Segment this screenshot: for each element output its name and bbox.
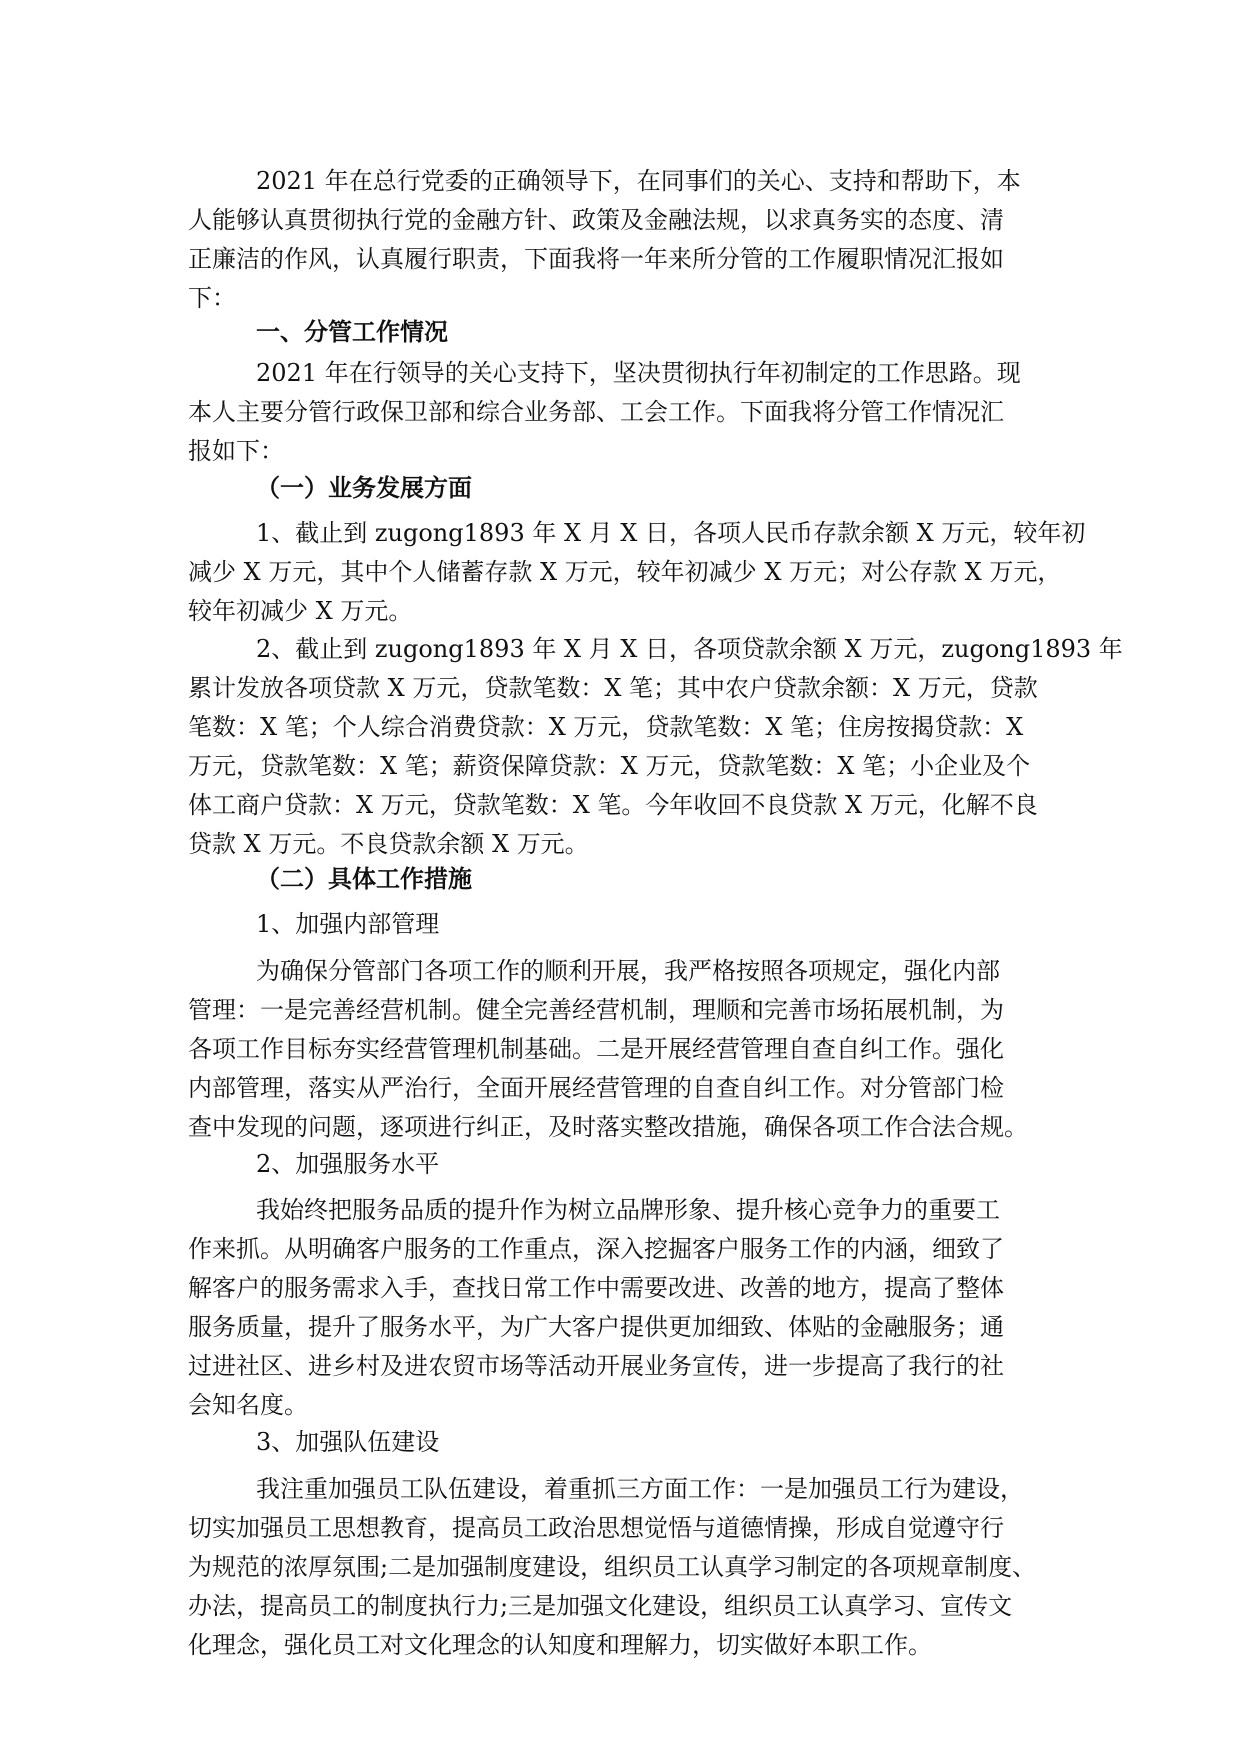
intro-line: 正廉洁的作风，认真履行职责，下面我将一年来所分管的工作履职情况汇报如	[188, 245, 1004, 273]
item3-line: 为规范的浓厚氛围;二是加强制度建设，组织员工认真学习制定的各项规章制度、	[188, 1553, 1037, 1581]
item3-line: 化理念，强化员工对文化理念的认知度和理解力，切实做好本职工作。	[188, 1631, 932, 1659]
sub1-paragraph-2	[188, 630, 1123, 864]
item1-title-block	[188, 905, 1068, 944]
sub1-heading-block	[188, 468, 1068, 507]
subsection-heading: （一）业务发展方面	[256, 473, 472, 502]
item2-line: 作来抓。从明确客户服务的工作重点，深入挖掘客户服务工作的内涵，细致了	[188, 1235, 1004, 1263]
item2-paragraph	[188, 1191, 1068, 1425]
item2-line: 过进社区、进乡村及进农贸市场等活动开展业务宣传，进一步提高了我行的社	[188, 1352, 1004, 1380]
item2-line: 会知名度。	[188, 1391, 308, 1419]
sub1-para1-line: 较年初减少 X 万元。	[188, 597, 413, 625]
item-title: 3、加强队伍建设	[256, 1428, 440, 1456]
section1-heading-block	[188, 312, 1068, 351]
sub2-heading-block	[188, 859, 1068, 898]
section1-paragraph	[188, 354, 1068, 471]
sub1-para2-line: 万元，贷款笔数：X 笔；薪资保障贷款：X 万元，贷款笔数：X 笔；小企业及个	[188, 752, 1031, 780]
sub1-para2-line: 累计发放各项贷款 X 万元，贷款笔数：X 笔；其中农户贷款余额：X 万元，贷款	[188, 674, 1038, 702]
section-heading: 一、分管工作情况	[256, 317, 448, 346]
section1-line: 报如下：	[188, 437, 284, 465]
item3-paragraph	[188, 1470, 1068, 1665]
item3-line: 我注重加强员工队伍建设，着重抓三方面工作：一是加强员工行为建设，	[256, 1475, 1024, 1503]
item1-line: 查中发现的问题，逐项进行纠正，及时落实整改措施，确保各项工作合法合规。	[188, 1113, 1028, 1141]
item1-paragraph	[188, 952, 1068, 1147]
item-title: 1、加强内部管理	[256, 910, 440, 938]
section1-line: 本人主要分管行政保卫部和综合业务部、工会工作。下面我将分管工作情况汇	[188, 398, 1004, 426]
sub1-para1-line: 1、截止到 zugong1893 年 X 月 X 日，各项人民币存款余额 X 万元，较年初	[256, 519, 1086, 547]
item1-line: 内部管理，落实从严治行，全面开展经营管理的自查自纠工作。对分管部门检	[188, 1074, 1004, 1102]
item3-line: 切实加强员工思想教育，提高员工政治思想觉悟与道德情操，形成自觉遵守行	[188, 1514, 1004, 1542]
item1-line: 为确保分管部门各项工作的顺利开展，我严格按照各项规定，强化内部	[256, 957, 1000, 985]
item3-line: 办法，提高员工的制度执行力;三是加强文化建设，组织员工认真学习、宣传文	[188, 1592, 1013, 1620]
sub1-para2-line: 贷款 X 万元。不良贷款余额 X 万元。	[188, 830, 589, 858]
item3-title-block	[188, 1423, 1068, 1462]
sub1-paragraph-1	[188, 514, 1086, 631]
section1-line: 2021 年在行领导的关心支持下，坚决贯彻执行年初制定的工作思路。现	[256, 359, 1021, 387]
intro-line: 人能够认真贯彻执行党的金融方针、政策及金融法规，以求真务实的态度、清	[188, 206, 1004, 234]
item-title: 2、加强服务水平	[256, 1150, 440, 1178]
sub1-para1-line: 减少 X 万元，其中个人储蓄存款 X 万元，较年初减少 X 万元；对公存款 X 万元，	[188, 558, 1062, 586]
intro-line: 2021 年在总行党委的正确领导下，在同事们的关心、支持和帮助下，本	[256, 167, 1021, 195]
item2-line: 解客户的服务需求入手，查找日常工作中需要改进、改善的地方，提高了整体	[188, 1274, 1004, 1302]
item2-line: 我始终把服务品质的提升作为树立品牌形象、提升核心竞争力的重要工	[256, 1196, 1000, 1224]
item1-line: 各项工作目标夯实经营管理机制基础。二是开展经营管理自查自纠工作。强化	[188, 1035, 1004, 1063]
item1-line: 管理：一是完善经营机制。健全完善经营机制，理顺和完善市场拓展机制，为	[188, 996, 1004, 1024]
sub1-para2-line: 笔数：X 笔；个人综合消费贷款：X 万元，贷款笔数：X 笔；住房按揭贷款：X	[188, 713, 1024, 741]
sub1-para2-line: 2、截止到 zugong1893 年 X 月 X 日，各项贷款余额 X 万元，zugong1893 年	[256, 635, 1123, 663]
intro-line: 下：	[188, 284, 236, 312]
sub1-para2-line: 体工商户贷款：X 万元，贷款笔数：X 笔。今年收回不良贷款 X 万元，化解不良	[188, 791, 1038, 819]
subsection-heading: （二）具体工作措施	[256, 864, 472, 893]
item2-line: 服务质量，提升了服务水平，为广大客户提供更加细致、体贴的金融服务；通	[188, 1313, 1004, 1341]
item2-title-block	[188, 1145, 1068, 1184]
intro-paragraph	[188, 162, 1068, 318]
